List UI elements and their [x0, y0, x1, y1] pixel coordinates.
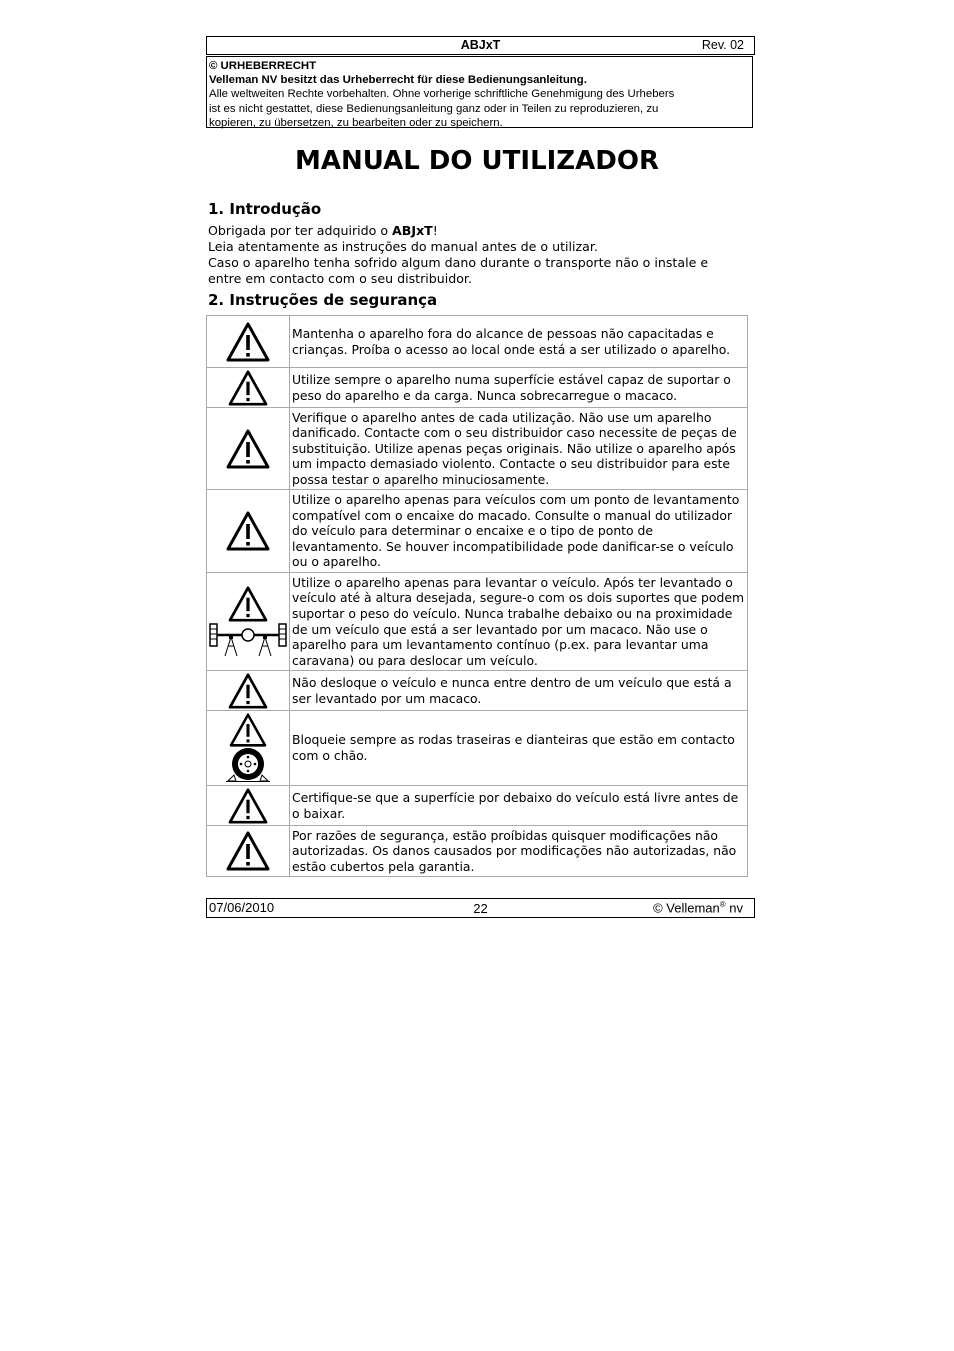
safety-row-text: Mantenha o aparelho fora do alcance de pessoas não capacitadas e crianças. Proíba o acesso ao local onde está a ser utilizado o aparelho. — [290, 316, 748, 368]
intro-text — [208, 223, 748, 287]
warning-icon-cell — [207, 368, 290, 408]
safety-row — [207, 573, 748, 671]
intro-line: Leia atentamente as instruções do manual antes de o utilizar. — [208, 239, 598, 254]
warning-icon-cell — [207, 490, 290, 573]
page-title: MANUAL DO UTILIZADOR — [295, 146, 659, 176]
copyright-title: © URHEBERRECHT — [209, 60, 317, 72]
page-footer — [206, 898, 755, 918]
copyright-line: ist es nicht gestattet, diese Bedienungsanleitung ganz oder in Teilen zu reproduzieren, zu — [209, 102, 659, 115]
intro-line: entre em contacto com o seu distribuidor. — [208, 271, 472, 286]
safety-row-text: Não desloque o veículo e nunca entre dentro de um veículo que está a ser levantado por um macaco. — [290, 671, 748, 711]
warning-icon-cell — [207, 573, 290, 671]
warning-triangle-icon — [226, 322, 270, 362]
footer-copyright — [653, 900, 743, 915]
safety-row — [207, 490, 748, 573]
page-number: 22 — [473, 901, 488, 916]
warning-triangle-icon — [226, 831, 270, 871]
registered-mark: ® — [719, 900, 726, 909]
warning-triangle-icon — [226, 586, 270, 622]
intro-heading: 1. Introdução — [208, 200, 322, 218]
safety-row-text: Bloqueie sempre as rodas traseiras e dianteiras que estão em contacto com o chão. — [290, 711, 748, 786]
copyright-notice — [206, 56, 753, 128]
header-revision: Rev. 02 — [701, 38, 744, 52]
warning-triangle-icon — [226, 370, 270, 406]
safety-row — [207, 826, 748, 877]
copyright-line: Alle weltweiten Rechte vorbehalten. Ohne vorherige schriftliche Genehmigung des Urhebers — [209, 88, 675, 101]
safety-heading: 2. Instruções de segurança — [208, 291, 438, 309]
safety-table — [206, 315, 748, 877]
copyright-owner: Velleman NV besitzt das Urheberrecht für diese Bedienungsanleitung. — [209, 74, 587, 87]
intro-line: Caso o aparelho tenha sofrido algum dano durante o transporte não o instale e — [208, 255, 709, 270]
footer-copyright-suffix: nv — [725, 900, 743, 916]
safety-row — [207, 711, 748, 786]
warning-icon-cell — [207, 316, 290, 368]
page-header — [206, 36, 755, 55]
warning-triangle-icon — [226, 713, 270, 747]
warning-icon-cell — [207, 826, 290, 877]
intro-thanks — [208, 223, 748, 239]
safety-row-text: Utilize o aparelho apenas para levantar o veículo. Após ter levantado o veículo até à altura desejada, segure-o com os dois suportes que podem suportar o peso do veículo. Nunca trabalhe debaixo ou na proximidade de um veículo que está a ser levantado por um macaco. Não use o aparelho para um levantamento contínuo (p.ex. para levantar uma caravana) ou para deslocar um veículo. — [290, 573, 748, 671]
safety-row-text: Utilize sempre o aparelho numa superfície estável capaz de suportar o peso do aparelho e da carga. Nunca sobrecarregue o macaco. — [290, 368, 748, 408]
safety-row-text: Verifique o aparelho antes de cada utilização. Não use um aparelho danificado. Contacte com o seu distribuidor caso necessite de peças de substituição. Utilize apenas peças originais. Não utilize o aparelho após um impacto demasiado violento. Contacte o seu distribuidor para este possa testar o aparelho minuciosamente. — [290, 408, 748, 490]
warning-icon-cell — [207, 711, 290, 786]
safety-row — [207, 671, 748, 711]
safety-row — [207, 368, 748, 408]
copyright-line: kopieren, zu übersetzen, zu bearbeiten oder zu speichern. — [209, 116, 503, 129]
safety-row-text: Certifique-se que a superfície por debaixo do veículo está livre antes de o baixar. — [290, 786, 748, 826]
header-model: ABJxT — [460, 38, 501, 52]
warning-icon-cell — [207, 408, 290, 490]
safety-row — [207, 408, 748, 490]
warning-icon-cell — [207, 786, 290, 826]
axle-stand-icon — [209, 622, 287, 658]
intro-thanks-model: ABJxT — [392, 223, 433, 238]
intro-thanks-suffix: ! — [432, 223, 438, 238]
intro-thanks-prefix: Obrigada por ter adquirido o — [208, 223, 393, 238]
warning-triangle-icon — [226, 511, 270, 551]
safety-row — [207, 786, 748, 826]
footer-date: 07/06/2010 — [209, 900, 275, 915]
warning-triangle-icon — [226, 673, 270, 709]
safety-row-text: Por razões de segurança, estão proíbidas quisquer modificações não autorizadas. Os danos causados por modificações não autorizadas, não estão cubertos pela garantia. — [290, 826, 748, 877]
warning-triangle-icon — [226, 788, 270, 824]
safety-row — [207, 316, 748, 368]
footer-copyright-text: © Velleman — [653, 900, 720, 916]
warning-triangle-icon — [226, 429, 270, 469]
safety-row-text: Utilize o aparelho apenas para veículos com um ponto de levantamento compatível com o encaixe do macado. Consulte o manual do utilizador do veículo para determinar o encaixe e o tipo de ponto de levantamento. Se houver incompatibilidade pode danificar-se o veículo ou o aparelho. — [290, 490, 748, 573]
wheel-chock-icon — [226, 747, 270, 783]
warning-icon-cell — [207, 671, 290, 711]
